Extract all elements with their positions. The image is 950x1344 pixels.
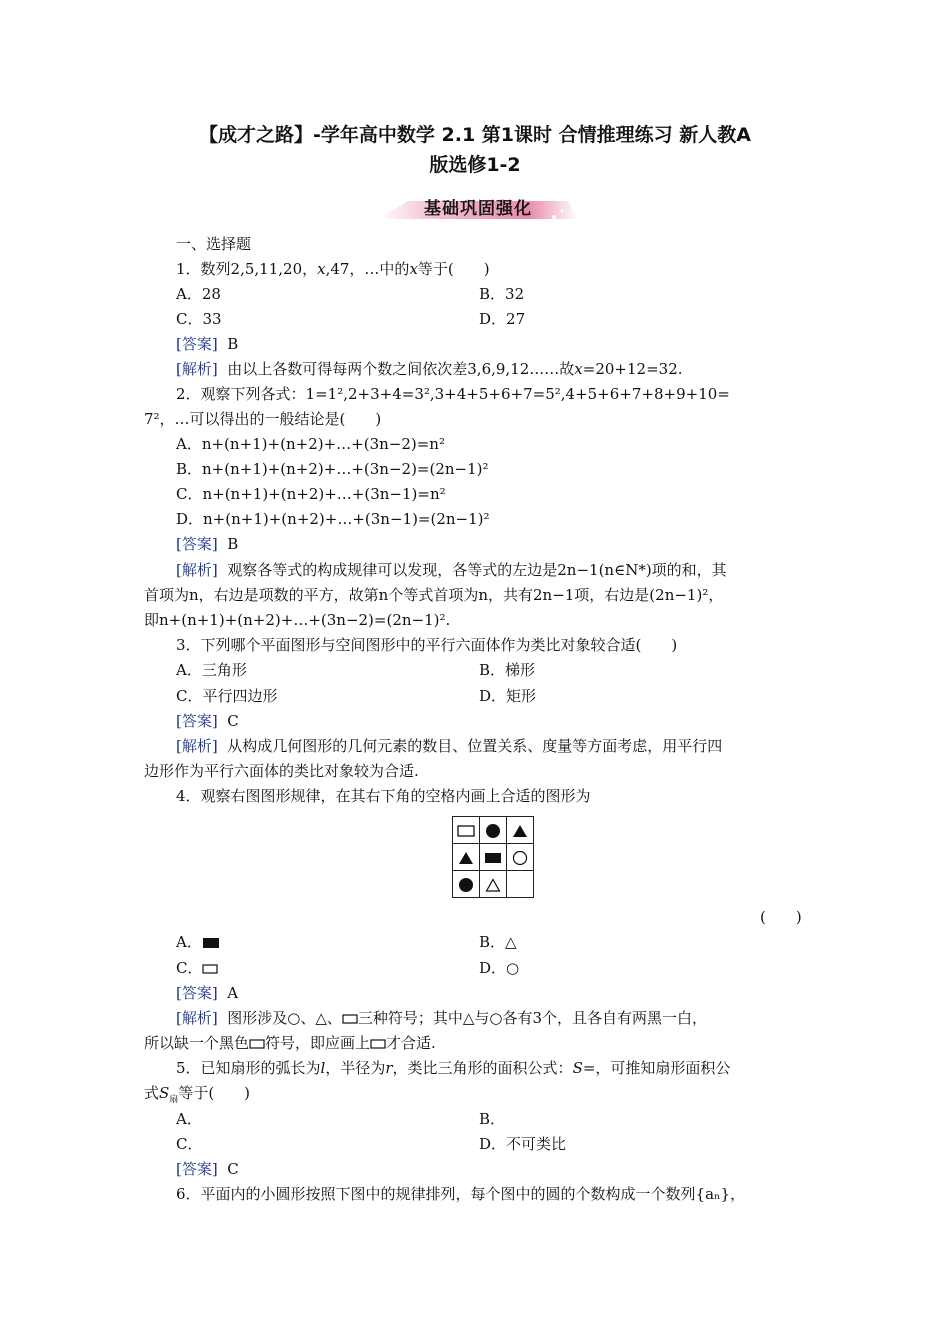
q2-analysis-line-1 [176, 559, 727, 581]
q1-option-c: C．33 [176, 310, 222, 328]
q5-stem-line-2 [144, 1082, 250, 1104]
q1-option-d: D．27 [479, 310, 526, 328]
black-circle-icon [485, 823, 501, 839]
q3-option-a: A．三角形 [176, 661, 247, 679]
q4-answer [176, 982, 238, 1004]
q3-answer [176, 710, 239, 732]
q4-analysis-2b: 符号，即应画上 [265, 1034, 371, 1052]
q1-option-a: A．28 [176, 285, 221, 303]
q4-option-c [176, 957, 218, 979]
q6-stem-line-1: 6．平面内的小圆形按照下图中的规律排列，每个图中的圆的个数构成一个数列{aₙ}， [176, 1185, 746, 1203]
q5-l: l [320, 1059, 326, 1077]
q4-answer-tag: [答案] [176, 984, 218, 1002]
white-circle-icon [512, 850, 528, 866]
q3-analysis-tag: [解析] [176, 737, 218, 755]
q1-analysis-tag: [解析] [176, 360, 218, 378]
grid-cell [507, 844, 534, 871]
grid-cell [453, 844, 480, 871]
q2-option-a: A．n+(n+1)+(n+2)+…+(3n−2)=n² [176, 435, 445, 453]
banner-text: 基础巩固强化 [424, 199, 532, 219]
q5-1b: ，半径为 [325, 1059, 386, 1077]
q5-option-c: C． [176, 1135, 203, 1153]
q4-option-a [176, 931, 220, 953]
document-title-line-1: 【成才之路】-学年高中数学 2.1 第1课时 合情推理练习 新人教A [199, 124, 751, 146]
grid-cell [480, 817, 507, 844]
q5-2a: 式 [144, 1084, 160, 1102]
q1-stem-c: 等于( ) [417, 260, 490, 278]
q3-option-d: D．矩形 [479, 687, 537, 705]
q2-answer [176, 533, 238, 555]
q2-analysis-line-2: 首项为n，右边是项数的平方，故第n个等式首项为n，共有2n−1项，右边是(2n−1)²， [144, 586, 724, 604]
grid-cell [453, 871, 480, 898]
q4-option-d: D．○ [479, 959, 520, 977]
grid-cell [480, 871, 507, 898]
q3-analysis-text-1: 从构成几何图形的几何元素的数目、位置关系、度量等方面考虑，用平行四 [227, 737, 723, 755]
white-triangle-icon [485, 878, 501, 892]
q5-S2: S [159, 1084, 170, 1102]
q3-analysis-line-1 [176, 735, 722, 757]
q1-answer [176, 333, 238, 355]
q5-1d: =，可推知扇形面积公 [582, 1059, 731, 1077]
q1-stem-b: ,47，…中的 [325, 260, 410, 278]
black-circle-icon [458, 877, 474, 893]
white-rectangle-icon [342, 1014, 358, 1024]
q4-option-b: B．△ [479, 933, 517, 951]
q1-analysis [176, 358, 683, 380]
q5-2b: 等于( ) [178, 1084, 251, 1102]
q5-stem-line-1 [176, 1057, 730, 1079]
q4-analysis-2a: 所以缺一个黑色 [144, 1034, 250, 1052]
q3-option-b: B．梯形 [479, 661, 536, 679]
q2-stem-line-1: 2．观察下列各式：1=1²,2+3+4=3²,3+4+5+6+7=5²,4+5+6+7+8+9+10= [176, 385, 730, 403]
q2-analysis-text-1: 观察各等式的构成规律可以发现，各等式的左边是2n−1(n∈N*)项的和，其 [227, 561, 727, 579]
q2-analysis-tag: [解析] [176, 561, 218, 579]
q1-stem-x: x [317, 260, 326, 278]
q1-analysis-end: =20+12=32. [582, 360, 683, 378]
q1-answer-tag: [答案] [176, 335, 218, 353]
q2-analysis-line-3: 即n+(n+1)+(n+2)+…+(3n−2)=(2n−1)². [144, 611, 451, 629]
section-heading: 一、选择题 [176, 235, 252, 253]
q5-option-a: A． [176, 1110, 202, 1128]
q3-stem: 3．下列哪个平面图形与空间图形中的平行六面体作为类比对象较合适( ) [176, 636, 678, 654]
q1-stem-x2: x [409, 260, 418, 278]
q5-1c: ，类比三角形的面积公式： [392, 1059, 573, 1077]
black-triangle-icon [512, 824, 528, 838]
q5-1a: 5．已知扇形的弧长为 [176, 1059, 321, 1077]
q2-option-c: C．n+(n+1)+(n+2)+…+(3n−1)=n² [176, 485, 446, 503]
q2-option-d: D．n+(n+1)+(n+2)+…+(3n−1)=(2n−1)² [176, 510, 490, 528]
q2-answer-value: B [227, 535, 239, 553]
q5-r: r [385, 1059, 393, 1077]
q4-analysis-2c: 才合适. [386, 1034, 436, 1052]
q1-analysis-text: 由以上各数可得每两个数之间依次差3,6,9,12……故 [227, 360, 575, 378]
q4-stem: 4．观察右图图形规律，在其右下角的空格内画上合适的图形为 [176, 787, 591, 805]
q4-analysis-1a: 图形涉及○、△、 [227, 1009, 342, 1027]
grid-cell [507, 817, 534, 844]
q5-answer-tag: [答案] [176, 1160, 218, 1178]
grid-cell [453, 817, 480, 844]
q5-option-b: B． [479, 1110, 506, 1128]
q5-answer [176, 1158, 239, 1180]
white-rectangle-icon [249, 1039, 265, 1049]
black-rectangle-icon [484, 852, 502, 864]
q2-stem-line-2: 7²，…可以得出的一般结论是( ) [144, 410, 382, 428]
q1-stem-a: 1．数列2,5,11,20， [176, 260, 318, 278]
q4-analysis-tag: [解析] [176, 1009, 218, 1027]
black-rectangle-icon [202, 937, 220, 949]
q1-stem [176, 258, 490, 280]
q4-analysis-line-2 [144, 1032, 436, 1054]
grid-cell [480, 844, 507, 871]
q4-answer-paren: ( ) [760, 908, 802, 926]
q3-answer-value: C [227, 712, 239, 730]
white-rectangle-icon [370, 1039, 386, 1049]
q3-option-c: C．平行四边形 [176, 687, 278, 705]
q1-answer-value: B [227, 335, 239, 353]
q4-figure-grid [452, 816, 534, 898]
document-title-line-2: 版选修1-2 [429, 154, 521, 176]
q2-option-b: B．n+(n+1)+(n+2)+…+(3n−2)=(2n−1)² [176, 460, 489, 478]
q3-answer-tag: [答案] [176, 712, 218, 730]
q2-answer-tag: [答案] [176, 535, 218, 553]
grid-cell-empty [507, 871, 534, 898]
q3-analysis-line-2: 边形作为平行六面体的类比对象较为合适. [144, 762, 419, 780]
black-triangle-icon [458, 851, 474, 865]
q5-option-d: D．不可类比 [479, 1135, 567, 1153]
q4-analysis-line-1 [176, 1007, 707, 1029]
q4-answer-value: A [227, 984, 239, 1002]
white-rectangle-icon [457, 825, 475, 837]
q1-option-b: B．32 [479, 285, 525, 303]
q5-S: S [572, 1059, 583, 1077]
q4-analysis-1b: 三种符号；其中△与○各有3个，且各自有两黑一白， [357, 1009, 708, 1027]
q1-analysis-x: x [574, 360, 583, 378]
white-rectangle-icon [202, 964, 218, 974]
q4-option-a-label: A． [176, 933, 202, 951]
q5-answer-value: C [227, 1160, 239, 1178]
section-banner [378, 193, 578, 223]
q5-S2-sub: 扇 [169, 1095, 179, 1105]
q4-option-c-label: C． [176, 959, 203, 977]
